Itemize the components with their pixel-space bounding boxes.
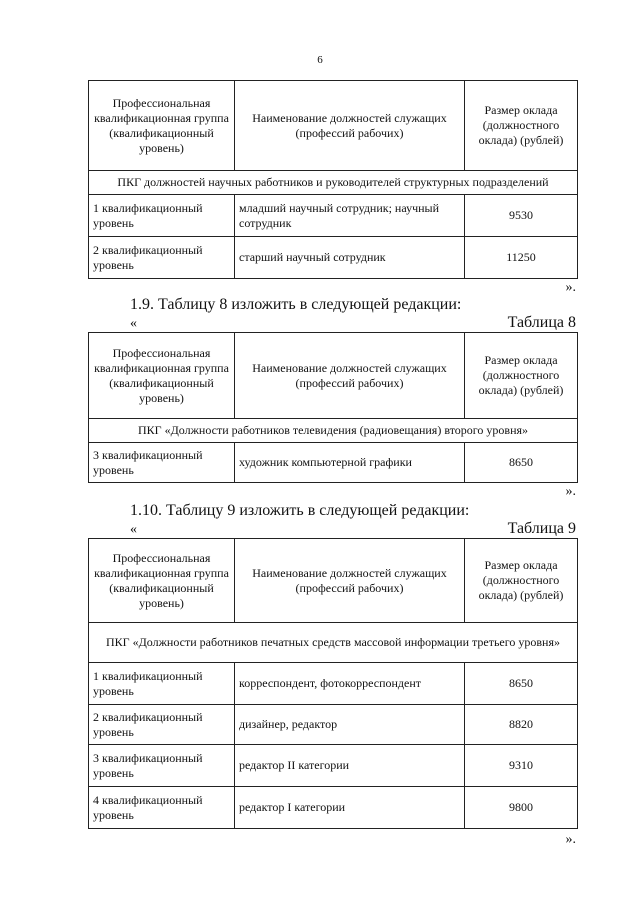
group-title: ПКГ должностей научных работников и руководителей структурных подразделений bbox=[89, 171, 578, 195]
table-header bbox=[89, 81, 578, 171]
level-cell: 2 квалификационный уровень bbox=[89, 705, 235, 745]
level-cell: 2 квалификационный уровень bbox=[89, 237, 235, 279]
salary-cell: 9530 bbox=[465, 195, 578, 237]
positions-cell: старший научный сотрудник bbox=[235, 237, 465, 279]
salary-cell: 9310 bbox=[465, 745, 578, 787]
table-9 bbox=[88, 538, 578, 829]
closing-quote: ». bbox=[565, 832, 576, 847]
open-quote: « bbox=[130, 522, 137, 537]
header-salary: Размер оклада (должностного оклада) (рублей) bbox=[465, 539, 578, 623]
open-quote: « bbox=[130, 316, 137, 331]
positions-cell: редактор II категории bbox=[235, 745, 465, 787]
positions-cell: корреспондент, фотокорреспондент bbox=[235, 663, 465, 705]
level-cell: 3 квалификационный уровень bbox=[89, 745, 235, 787]
table-row bbox=[89, 443, 578, 483]
table-row bbox=[89, 705, 578, 745]
group-title: ПКГ «Должности работников телевидения (радиовещания) второго уровня» bbox=[89, 419, 578, 443]
header-positions: Наименование должностей служащих (профессий рабочих) bbox=[235, 81, 465, 171]
table-row bbox=[89, 745, 578, 787]
table-8 bbox=[88, 332, 578, 483]
header-positions: Наименование должностей служащих (профессий рабочих) bbox=[235, 333, 465, 419]
salary-cell: 11250 bbox=[465, 237, 578, 279]
salary-cell: 8650 bbox=[465, 663, 578, 705]
salary-cell: 8650 bbox=[465, 443, 578, 483]
level-cell: 1 квалификационный уровень bbox=[89, 663, 235, 705]
table-header bbox=[89, 333, 578, 419]
table-group-row bbox=[89, 171, 578, 195]
section-1-9-text: 1.9. Таблицу 8 изложить в следующей редакции: bbox=[130, 296, 462, 313]
level-cell: 3 квалификационный уровень bbox=[89, 443, 235, 483]
level-cell: 1 квалификационный уровень bbox=[89, 195, 235, 237]
positions-cell: художник компьютерной графики bbox=[235, 443, 465, 483]
section-1-10-text: 1.10. Таблицу 9 изложить в следующей редакции: bbox=[130, 502, 470, 519]
header-salary: Размер оклада (должностного оклада) (рублей) bbox=[465, 81, 578, 171]
table-7 bbox=[88, 80, 578, 279]
group-title: ПКГ «Должности работников печатных средств массовой информации третьего уровня» bbox=[89, 623, 578, 663]
table-row bbox=[89, 663, 578, 705]
table-row bbox=[89, 787, 578, 829]
header-positions: Наименование должностей служащих (профессий рабочих) bbox=[235, 539, 465, 623]
header-group: Профессиональная квалификационная группа (квалификационный уровень) bbox=[89, 539, 235, 623]
header-group: Профессиональная квалификационная группа (квалификационный уровень) bbox=[89, 333, 235, 419]
positions-cell: младший научный сотрудник; научный сотрудник bbox=[235, 195, 465, 237]
closing-quote: ». bbox=[565, 484, 576, 499]
table-row bbox=[89, 237, 578, 279]
positions-cell: редактор I категории bbox=[235, 787, 465, 829]
header-salary: Размер оклада (должностного оклада) (рублей) bbox=[465, 333, 578, 419]
header-group: Профессиональная квалификационная группа (квалификационный уровень) bbox=[89, 81, 235, 171]
salary-cell: 8820 bbox=[465, 705, 578, 745]
table-8-caption: Таблица 8 bbox=[507, 314, 576, 331]
level-cell: 4 квалификационный уровень bbox=[89, 787, 235, 829]
positions-cell: дизайнер, редактор bbox=[235, 705, 465, 745]
table-header bbox=[89, 539, 578, 623]
salary-cell: 9800 bbox=[465, 787, 578, 829]
table-group-row bbox=[89, 623, 578, 663]
table-row bbox=[89, 195, 578, 237]
table-group-row bbox=[89, 419, 578, 443]
table-9-caption: Таблица 9 bbox=[507, 520, 576, 537]
page-number: 6 bbox=[317, 54, 323, 66]
closing-quote: ». bbox=[565, 280, 576, 295]
